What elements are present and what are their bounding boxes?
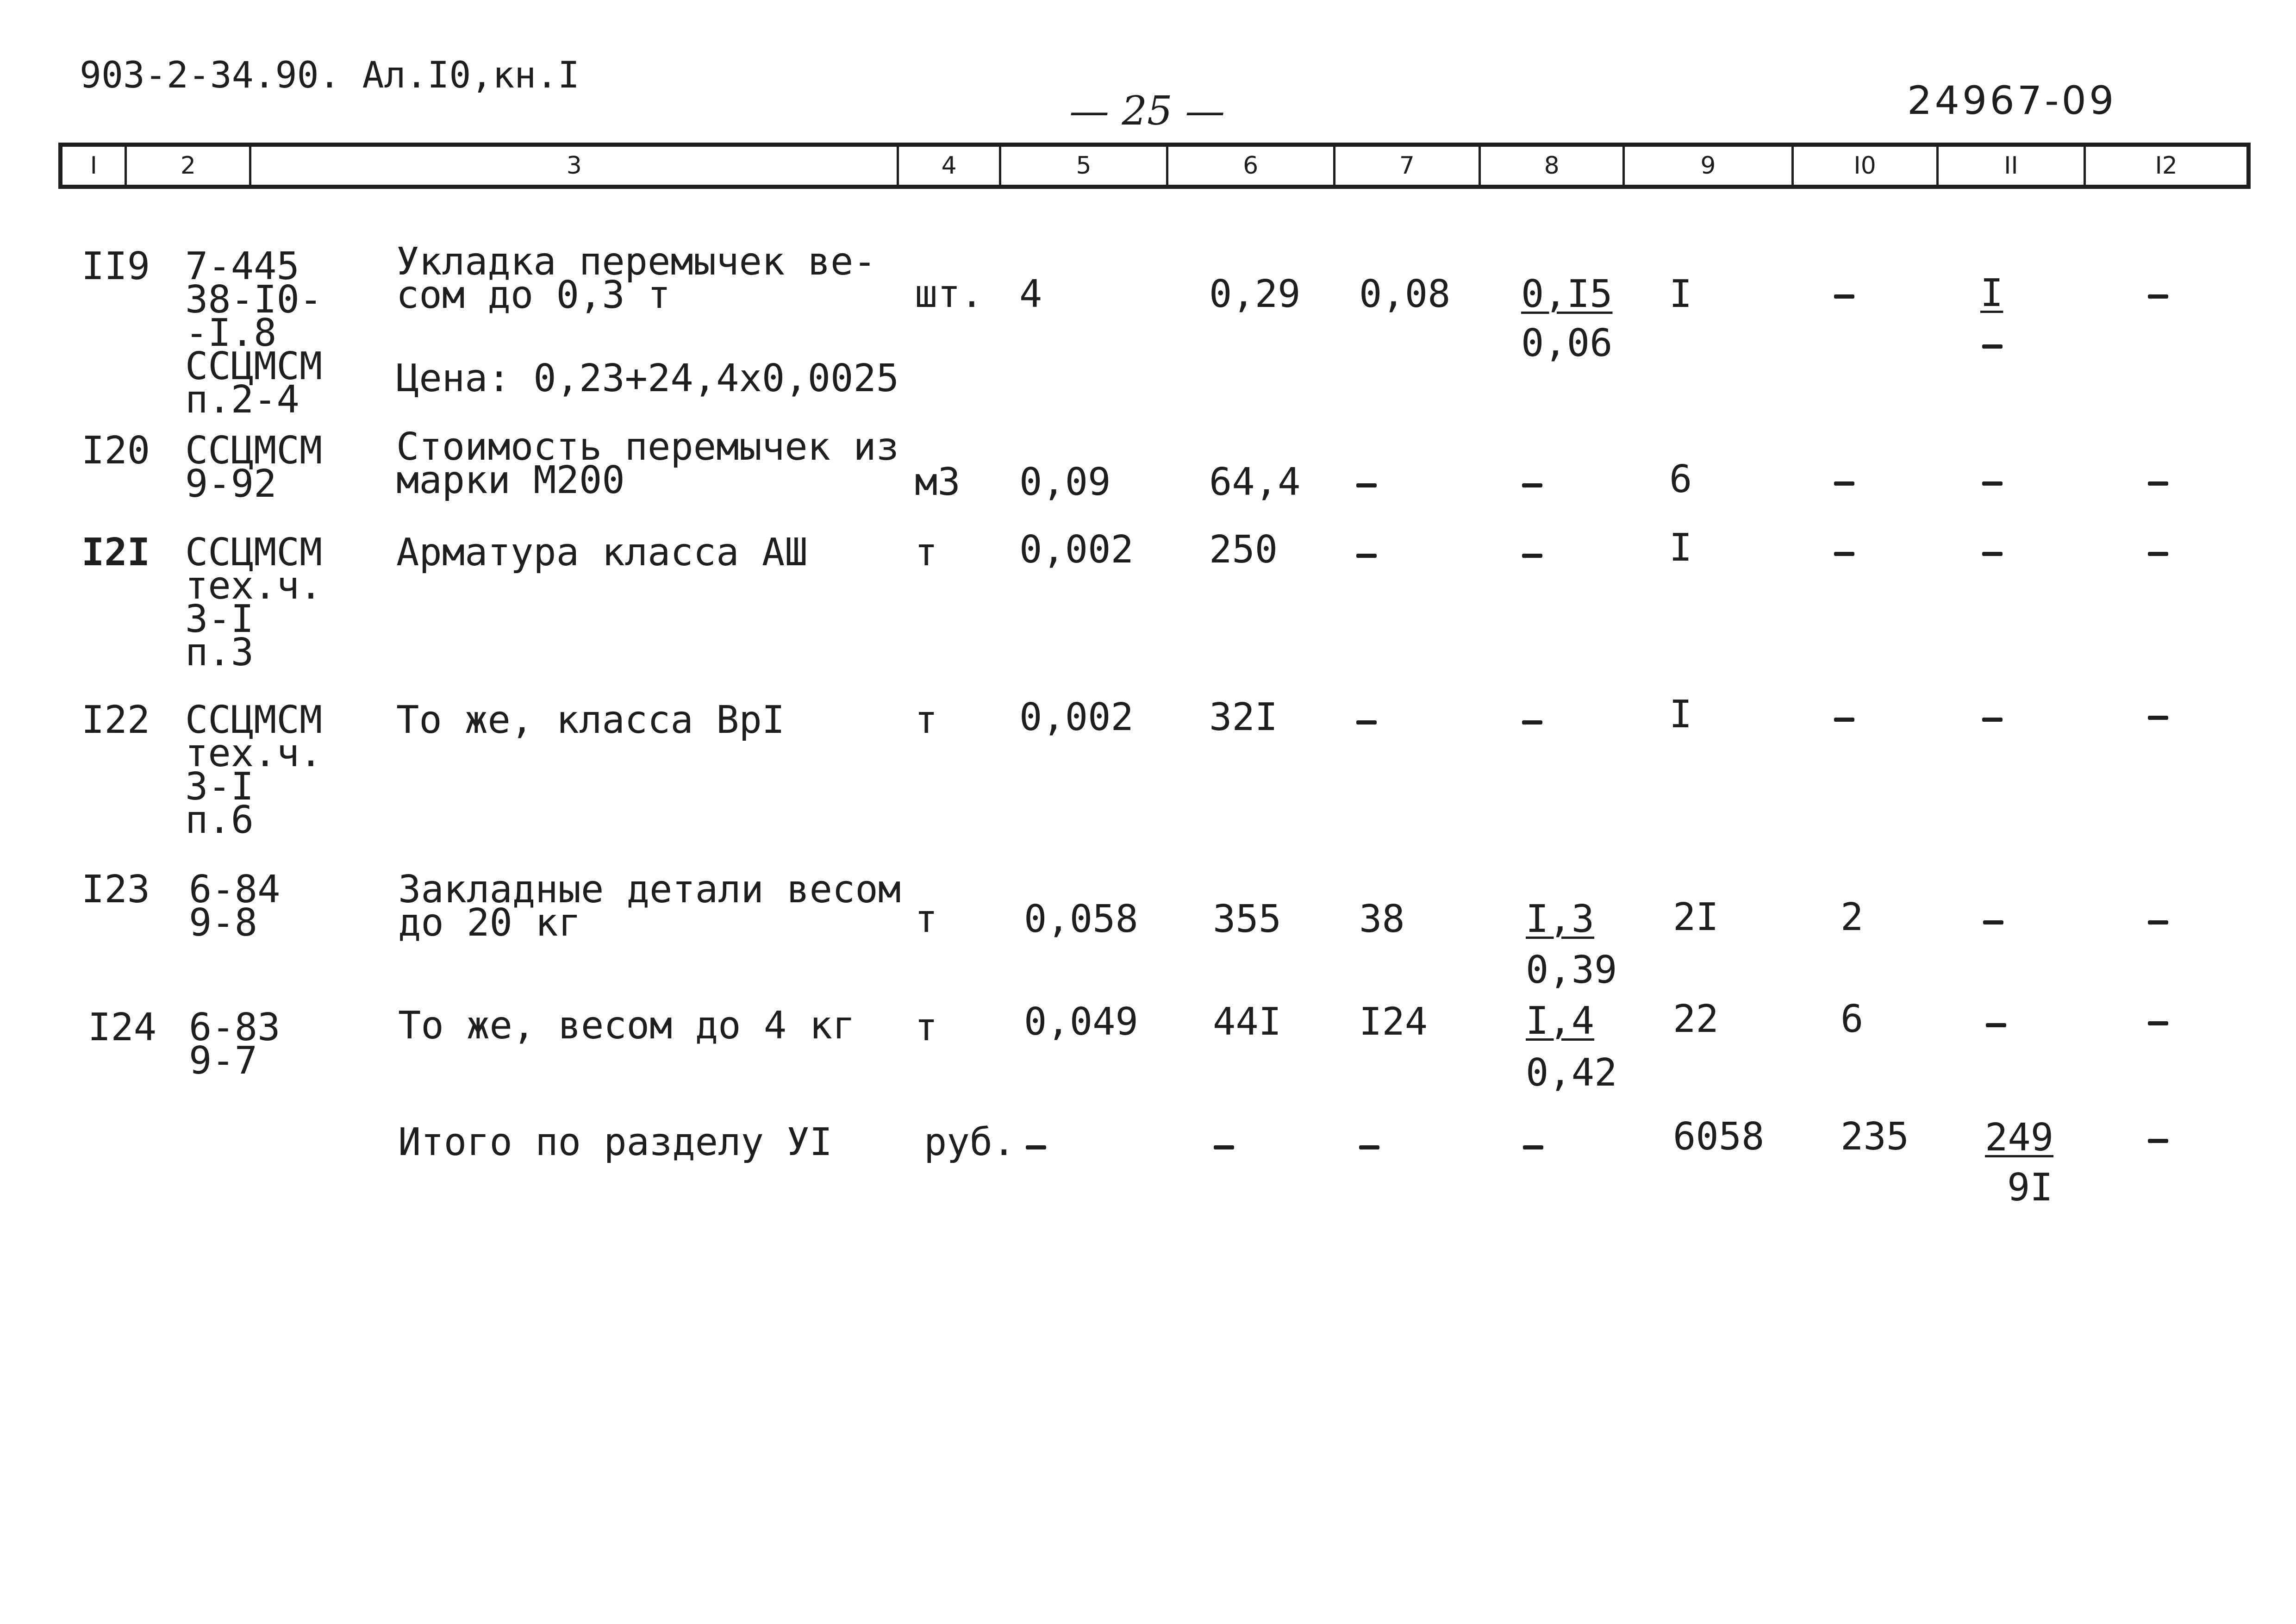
total-label: Итого по разделу УI bbox=[398, 1120, 832, 1164]
desc-line: Закладные детали весом bbox=[398, 868, 901, 912]
dash-mark bbox=[1834, 481, 1854, 486]
total-col11-bottom: 9I bbox=[2007, 1166, 2053, 1210]
dash-mark bbox=[1522, 554, 1542, 558]
work-description bbox=[398, 868, 901, 945]
desc-line: Стоимость перемычек из bbox=[396, 425, 899, 469]
col10-value: 2 bbox=[1841, 895, 1864, 939]
col8-top bbox=[1526, 897, 1595, 941]
page-number: — 25 — bbox=[1069, 88, 1225, 134]
col9-value: 2I bbox=[1673, 895, 1719, 939]
quantity: 4 bbox=[1019, 272, 1042, 316]
dash-mark bbox=[1982, 718, 2003, 722]
col11-top bbox=[1980, 271, 2003, 315]
desc-line: Укладка перемычек ве- bbox=[396, 240, 876, 284]
column-header: 2 bbox=[127, 147, 251, 185]
col8-bottom: 0,06 bbox=[1521, 321, 1613, 365]
dash-mark bbox=[2148, 552, 2168, 556]
col9-value: I bbox=[1669, 693, 1692, 737]
work-description bbox=[396, 531, 808, 575]
dash-mark bbox=[1982, 481, 2003, 486]
col7-value: 0,08 bbox=[1359, 272, 1451, 316]
unit: шт. bbox=[915, 272, 984, 316]
unit-cost: 0,29 bbox=[1209, 272, 1301, 316]
desc-line: То же, весом до 4 кг bbox=[398, 1004, 855, 1048]
quantity: 0,002 bbox=[1019, 528, 1134, 572]
ref-line: 9-7 bbox=[189, 1039, 258, 1083]
dash-mark bbox=[1522, 720, 1542, 725]
ref-line: п.2-4 bbox=[185, 378, 299, 422]
column-header-row bbox=[58, 143, 2251, 189]
dash-mark bbox=[1834, 718, 1854, 722]
column-header: 3 bbox=[251, 147, 899, 185]
desc-line: сом до 0,3 т bbox=[396, 273, 671, 317]
dash-mark bbox=[1523, 1145, 1543, 1149]
work-description bbox=[398, 1004, 855, 1048]
col7-value: 38 bbox=[1359, 897, 1405, 941]
total-col10: 235 bbox=[1841, 1115, 1909, 1159]
price-note: Цена: 0,23+24,4х0,0025 bbox=[396, 356, 899, 400]
rate-reference bbox=[185, 698, 323, 842]
rate-reference bbox=[189, 1006, 281, 1083]
ref-line: ССЦМСМ bbox=[185, 531, 323, 575]
ref-line: п.6 bbox=[185, 798, 254, 842]
row-number: I22 bbox=[81, 698, 150, 742]
dash-mark bbox=[1356, 720, 1377, 725]
column-header: 7 bbox=[1335, 147, 1481, 185]
ref-line: 9-8 bbox=[189, 901, 258, 945]
unit-cost: 250 bbox=[1209, 528, 1278, 572]
desc-line: То же, класса ВрI bbox=[396, 698, 785, 742]
ref-line: ССЦМСМ bbox=[185, 698, 323, 742]
column-header: I bbox=[62, 147, 127, 185]
row-number: I2I bbox=[81, 531, 150, 575]
ref-line: 3-I bbox=[185, 765, 254, 809]
quantity: 0,002 bbox=[1019, 695, 1134, 739]
row-number: I20 bbox=[81, 429, 150, 473]
ref-line: тех.ч. bbox=[185, 564, 323, 608]
col8-bottom: 0,39 bbox=[1526, 948, 1617, 992]
row-number: I23 bbox=[81, 868, 150, 912]
quantity: 0,049 bbox=[1024, 1000, 1138, 1044]
col8-top bbox=[1526, 999, 1595, 1043]
col8-top bbox=[1521, 272, 1613, 316]
col8-top-text: 0,I5 bbox=[1521, 272, 1613, 316]
work-description bbox=[396, 240, 876, 317]
dash-mark bbox=[2148, 294, 2168, 299]
col9-value: I bbox=[1669, 526, 1692, 570]
dash-mark bbox=[1834, 294, 1854, 299]
col7-value: I24 bbox=[1359, 1000, 1428, 1044]
ref-line: ССЦМСМ bbox=[185, 429, 323, 473]
work-description bbox=[396, 698, 785, 742]
total-unit: руб. bbox=[924, 1120, 1016, 1164]
dash-mark bbox=[1522, 483, 1542, 487]
column-header: I0 bbox=[1794, 147, 1939, 185]
col9-value: I bbox=[1669, 272, 1692, 316]
unit: м3 bbox=[915, 460, 961, 504]
dash-mark bbox=[2148, 716, 2168, 720]
col9-value: 22 bbox=[1673, 997, 1719, 1041]
dash-mark bbox=[1359, 1145, 1379, 1149]
rate-reference bbox=[189, 868, 281, 945]
ref-line: 38-I0- bbox=[185, 278, 323, 322]
dash-mark bbox=[1356, 554, 1377, 558]
quantity: 0,09 bbox=[1019, 460, 1111, 504]
document-number: 24967-09 bbox=[1907, 78, 2117, 123]
col11-top-text: I bbox=[1980, 271, 2003, 315]
total-col11-top bbox=[1985, 1116, 2054, 1160]
desc-line: до 20 кг bbox=[398, 901, 581, 945]
total-col9: 6058 bbox=[1673, 1115, 1765, 1159]
column-header: II bbox=[1939, 147, 2086, 185]
column-header: 5 bbox=[1001, 147, 1168, 185]
unit: т bbox=[915, 897, 938, 941]
total-col11-top-text: 249 bbox=[1985, 1116, 2054, 1160]
unit-cost: 64,4 bbox=[1209, 460, 1301, 504]
column-header: I2 bbox=[2155, 152, 2177, 180]
unit-cost: 44I bbox=[1213, 1000, 1282, 1044]
dash-mark bbox=[1982, 552, 2003, 556]
dash-mark bbox=[1982, 344, 2003, 349]
dash-mark bbox=[1214, 1145, 1234, 1149]
ref-line: 7-445 bbox=[185, 244, 299, 288]
dash-mark bbox=[2148, 481, 2168, 486]
row-number: I24 bbox=[88, 1006, 157, 1049]
document-code: 903-2-34.90. Ал.I0,кн.I bbox=[80, 55, 580, 96]
dash-mark bbox=[1834, 552, 1854, 556]
unit: т bbox=[915, 1006, 938, 1049]
unit: т bbox=[915, 531, 938, 575]
col8-top-text: I,3 bbox=[1526, 897, 1595, 941]
col10-value: 6 bbox=[1841, 997, 1864, 1041]
col9-value: 6 bbox=[1669, 457, 1692, 501]
dash-mark bbox=[1356, 483, 1377, 487]
col8-bottom: 0,42 bbox=[1526, 1051, 1617, 1095]
quantity: 0,058 bbox=[1024, 897, 1138, 941]
col8-top-text: I,4 bbox=[1526, 999, 1595, 1043]
dash-mark bbox=[1983, 920, 2003, 924]
ref-line: п.3 bbox=[185, 631, 254, 675]
dash-mark bbox=[2148, 1021, 2168, 1025]
column-header: 6 bbox=[1168, 147, 1335, 185]
unit: т bbox=[915, 698, 938, 742]
row-number: II9 bbox=[81, 244, 150, 288]
desc-line: марки М200 bbox=[396, 458, 625, 502]
unit-cost: 32I bbox=[1209, 695, 1278, 739]
column-header: 9 bbox=[1625, 147, 1794, 185]
ref-line: тех.ч. bbox=[185, 731, 323, 775]
dash-mark bbox=[1026, 1145, 1046, 1149]
ref-line: 6-84 bbox=[189, 868, 281, 912]
rate-reference bbox=[185, 244, 323, 422]
column-header: 8 bbox=[1481, 147, 1625, 185]
ref-line: 6-83 bbox=[189, 1006, 281, 1049]
dash-mark bbox=[2148, 1139, 2168, 1143]
rate-reference bbox=[185, 531, 323, 675]
unit-cost: 355 bbox=[1213, 897, 1282, 941]
column-header: 4 bbox=[899, 147, 1001, 185]
ref-line: -I.8 bbox=[185, 311, 277, 355]
dash-mark bbox=[1986, 1023, 2006, 1027]
dash-mark bbox=[2148, 920, 2168, 924]
ref-line: 9-92 bbox=[185, 462, 277, 506]
ref-line: 3-I bbox=[185, 597, 254, 641]
rate-reference bbox=[185, 429, 323, 506]
ref-line: ССЦМСМ bbox=[185, 344, 323, 388]
desc-line: Арматура класса АШ bbox=[396, 531, 808, 575]
work-description bbox=[396, 425, 899, 502]
